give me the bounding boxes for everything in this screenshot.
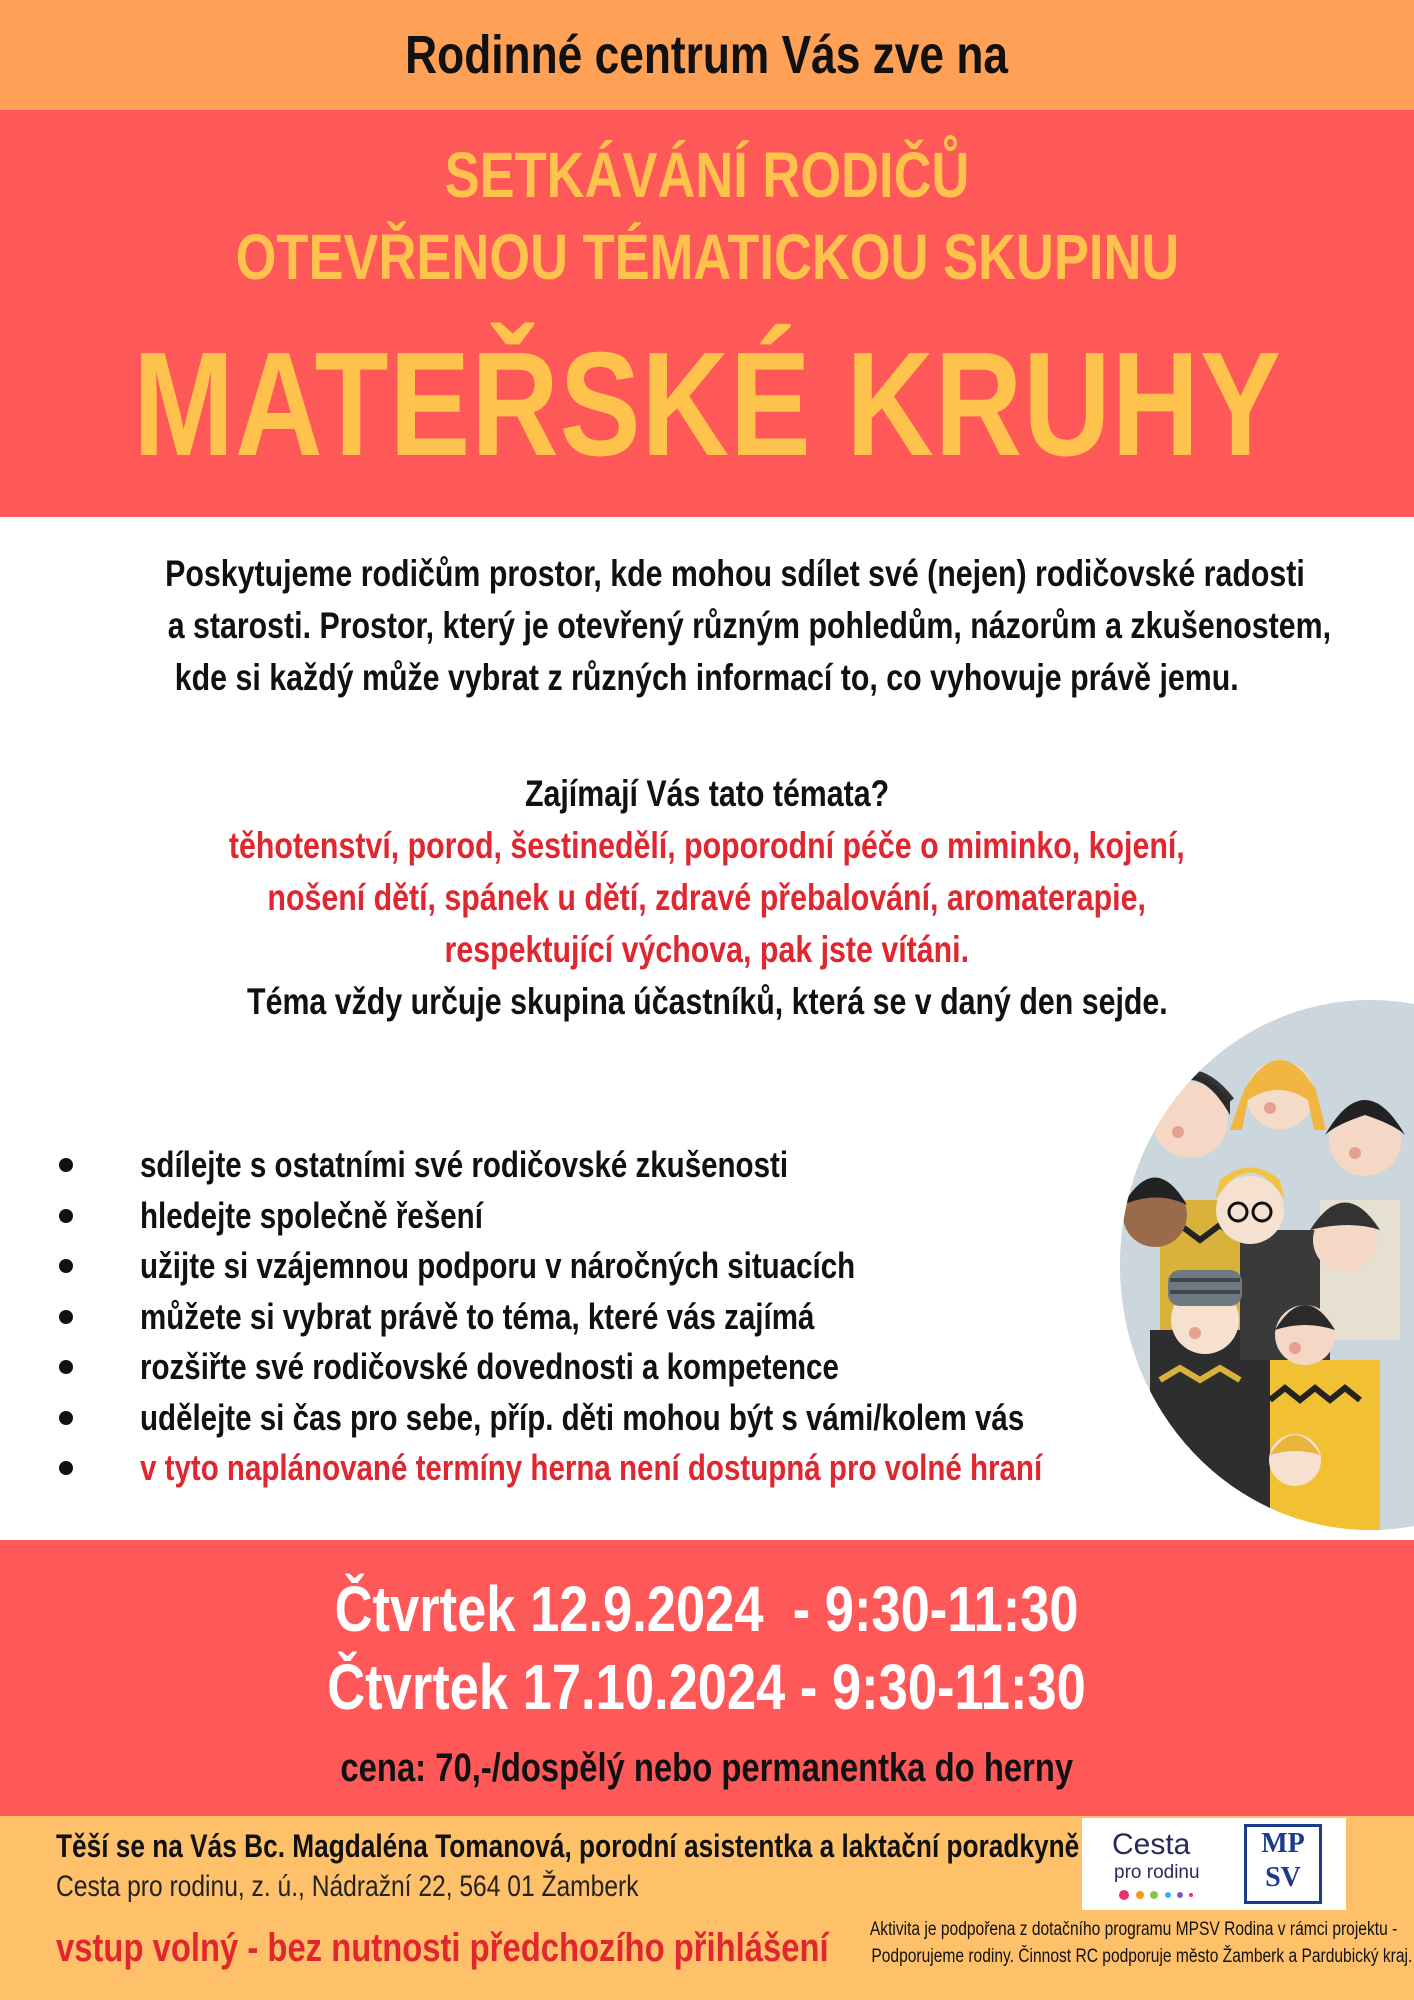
list-item: udělejte si čas pro sebe, příp. děti mohou být s vámi/kolem vás bbox=[55, 1393, 1155, 1444]
topics-question: Zajímají Vás tato témata? bbox=[524, 773, 890, 814]
list-item: v tyto naplánované termíny herna není dostupná pro volné hraní bbox=[55, 1443, 1155, 1494]
list-item: sdílejte s ostatními své rodičovské zkušenosti bbox=[55, 1140, 1155, 1191]
partner-logos bbox=[1082, 1818, 1346, 1910]
footer-band bbox=[0, 1816, 1414, 2000]
list-item: můžete si vybrat právě to téma, které vás zajímá bbox=[55, 1292, 1155, 1343]
bullet-icon bbox=[59, 1259, 73, 1273]
bullet-icon bbox=[59, 1310, 73, 1324]
date-line: Čtvrtek 12.9.2024 - 9:30-11:30 bbox=[335, 1573, 1079, 1645]
bullet-icon bbox=[59, 1209, 73, 1223]
bullet-icon bbox=[59, 1411, 73, 1425]
dates-band bbox=[0, 1540, 1414, 1816]
intro-line: Poskytujeme rodičům prostor, kde mohou sdílet své (nejen) rodičovské radosti bbox=[165, 553, 1305, 594]
intro-line: a starosti. Prostor, který je otevřený různým pohledům, názorům a zkušenostem, bbox=[167, 605, 1332, 646]
list-item: hledejte společně řešení bbox=[55, 1191, 1155, 1242]
contact-text: Těší se na Vás Bc. Magdaléna Tomanová, porodní asistentka a laktační poradkyně bbox=[56, 1828, 1080, 1864]
main-title: MATEŘSKÉ KRUHY bbox=[132, 322, 1282, 487]
bullet-icon bbox=[59, 1360, 73, 1374]
cesta-pro-rodinu-logo: Cesta pro rodinu bbox=[1112, 1828, 1222, 1898]
topics-list-line: nošení dětí, spánek u dětí, zdravé přebalování, aromaterapie, bbox=[267, 877, 1147, 918]
date-line: Čtvrtek 17.10.2024 - 9:30-11:30 bbox=[327, 1651, 1087, 1723]
intro-line: kde si každý může vybrat z různých informací to, co vyhovuje právě jemu. bbox=[175, 657, 1239, 698]
entry-note: vstup volný - bez nutnosti předchozího přihlášení bbox=[56, 1926, 829, 1970]
list-item: rozšiřte své rodičovské dovednosti a kompetence bbox=[55, 1342, 1155, 1393]
benefits-list bbox=[55, 1140, 1155, 1494]
title-line-2: OTEVŘENOU TÉMATICKOU SKUPINU bbox=[235, 221, 1179, 293]
topics-note: Téma vždy určuje skupina účastníků, která se v daný den sejde. bbox=[246, 981, 1168, 1022]
topics-list-line: těhotenství, porod, šestinedělí, poporodní péče o miminko, kojení, bbox=[229, 825, 1185, 866]
price-text: cena: 70,-/dospělý nebo permanentka do herny bbox=[340, 1746, 1074, 1790]
title-band bbox=[0, 110, 1414, 517]
intro-paragraph bbox=[40, 548, 1374, 704]
mpsv-logo: MP SV bbox=[1244, 1824, 1322, 1904]
address-text: Cesta pro rodinu, z. ú., Nádražní 22, 564 01 Žamberk bbox=[56, 1870, 639, 1903]
list-item: užijte si vzájemnou podporu v náročných situacích bbox=[55, 1241, 1155, 1292]
bullet-icon bbox=[59, 1461, 73, 1475]
topics-list-line: respektující výchova, pak jste vítáni. bbox=[444, 929, 970, 970]
invite-text: Rodinné centrum Vás zve na bbox=[405, 25, 1009, 85]
topics-section bbox=[40, 768, 1374, 1028]
title-line-1: SETKÁVÁNÍ RODIČŮ bbox=[444, 139, 970, 211]
funding-note: Aktivita je podpořena z dotačního programu MPSV Rodina v rámci projektu - Podporujeme rodiny. Činnost RC podporuje město Žamberk a Pardubický kraj. bbox=[869, 1919, 1413, 1967]
header-band bbox=[0, 0, 1414, 110]
color-dots-icon bbox=[1118, 1888, 1208, 1902]
bullet-icon bbox=[59, 1158, 73, 1172]
